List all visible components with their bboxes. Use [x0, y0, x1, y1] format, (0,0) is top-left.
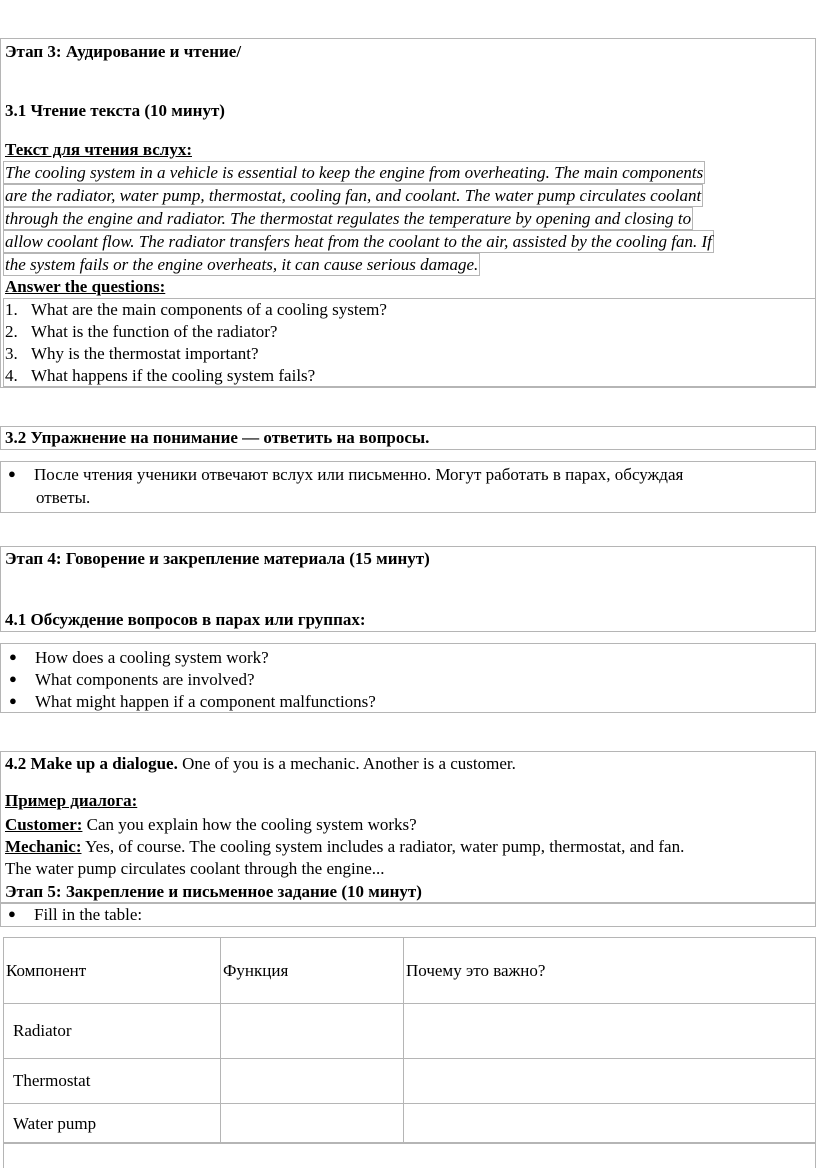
mechanic-line: Mechanic: Yes, of course. The cooling system includes a radiator, water pump, thermostat, and fan.	[5, 837, 685, 856]
bullet-icon: ●	[9, 649, 17, 664]
stage5-title: Этап 5: Закрепление и письменное задание (10 минут)	[5, 882, 422, 901]
table-cell: Thermostat	[4, 1059, 221, 1104]
stage4-title: Этап 4: Говорение и закрепление материала (15 минут)	[5, 549, 430, 568]
fill-table	[3, 937, 816, 1144]
bullet-icon: ●	[8, 466, 16, 481]
bullet-icon: ●	[8, 906, 16, 921]
reading-line: are the radiator, water pump, thermostat, cooling fan, and coolant. The water pump circulates coolant	[5, 186, 702, 205]
table-cell-empty[interactable]	[404, 1104, 816, 1144]
bullet-icon: ●	[9, 693, 17, 708]
list-item: ● После чтения ученики отвечают вслух или письменно. Могут работать в парах, обсуждая	[8, 465, 684, 484]
table-cell-empty[interactable]	[221, 1059, 404, 1104]
table-header-cell: Почему это важно?	[404, 938, 816, 1004]
stage4-bullets	[0, 643, 816, 713]
mechanic-line-cont: The water pump circulates coolant through the engine...	[5, 859, 385, 878]
table-header-cell: Функция	[221, 938, 404, 1004]
customer-line: Customer: Can you explain how the cooling system works?	[5, 815, 417, 834]
table-cell-empty[interactable]	[404, 1004, 816, 1059]
stage3-title: Этап 3: Аудирование и чтение/	[5, 42, 242, 61]
reading-label: Текст для чтения вслух:	[5, 140, 192, 159]
list-item: ● What components are involved?	[9, 670, 255, 689]
dialogue-title: 4.2 Make up a dialogue. One of you is a mechanic. Another is a customer.	[5, 754, 516, 773]
reading-line: allow coolant flow. The radiator transfers heat from the coolant to the air, assisted by the cooling fan. If	[5, 232, 712, 251]
table-row	[4, 1059, 816, 1104]
questions-label: Answer the questions:	[5, 277, 166, 296]
bottom-box	[3, 1142, 816, 1168]
table-row	[4, 1004, 816, 1059]
list-item: ● What might happen if a component malfunctions?	[9, 692, 376, 711]
list-item: 4. What happens if the cooling system fails?	[5, 366, 316, 385]
reading-line: through the engine and radiator. The thermostat regulates the temperature by opening and closing to	[5, 209, 692, 228]
list-item: 1. What are the main components of a cooling system?	[5, 300, 387, 319]
table-cell-empty[interactable]	[404, 1059, 816, 1104]
stage4-subtitle: 4.1 Обсуждение вопросов в парах или группах:	[5, 610, 366, 629]
table-cell: Radiator	[4, 1004, 221, 1059]
table-header-cell: Компонент	[4, 938, 221, 1004]
list-item: 2. What is the function of the radiator?	[5, 322, 278, 341]
stage3-subtitle: 3.1 Чтение текста (10 минут)	[5, 101, 225, 120]
table-cell: Water pump	[4, 1104, 221, 1144]
list-item: 3. Why is the thermostat important?	[5, 344, 259, 363]
table-cell-empty[interactable]	[221, 1004, 404, 1059]
dialogue-example-label: Пример диалога:	[5, 791, 138, 810]
table-row	[4, 1104, 816, 1144]
reading-line: the system fails or the engine overheats, it can cause serious damage.	[5, 255, 479, 274]
questions-list	[3, 298, 816, 387]
bullet-icon: ●	[9, 671, 17, 686]
table-header-row	[4, 938, 816, 1004]
table-cell-empty[interactable]	[221, 1104, 404, 1144]
reading-line: The cooling system in a vehicle is essential to keep the engine from overheating. The main components	[5, 163, 704, 182]
list-item: ● How does a cooling system work?	[9, 648, 269, 667]
ex32-title: 3.2 Упражнение на понимание — ответить на вопросы.	[5, 428, 430, 447]
ex32-bullet-cont: ответы.	[36, 488, 91, 507]
list-item: ● Fill in the table:	[8, 905, 143, 924]
